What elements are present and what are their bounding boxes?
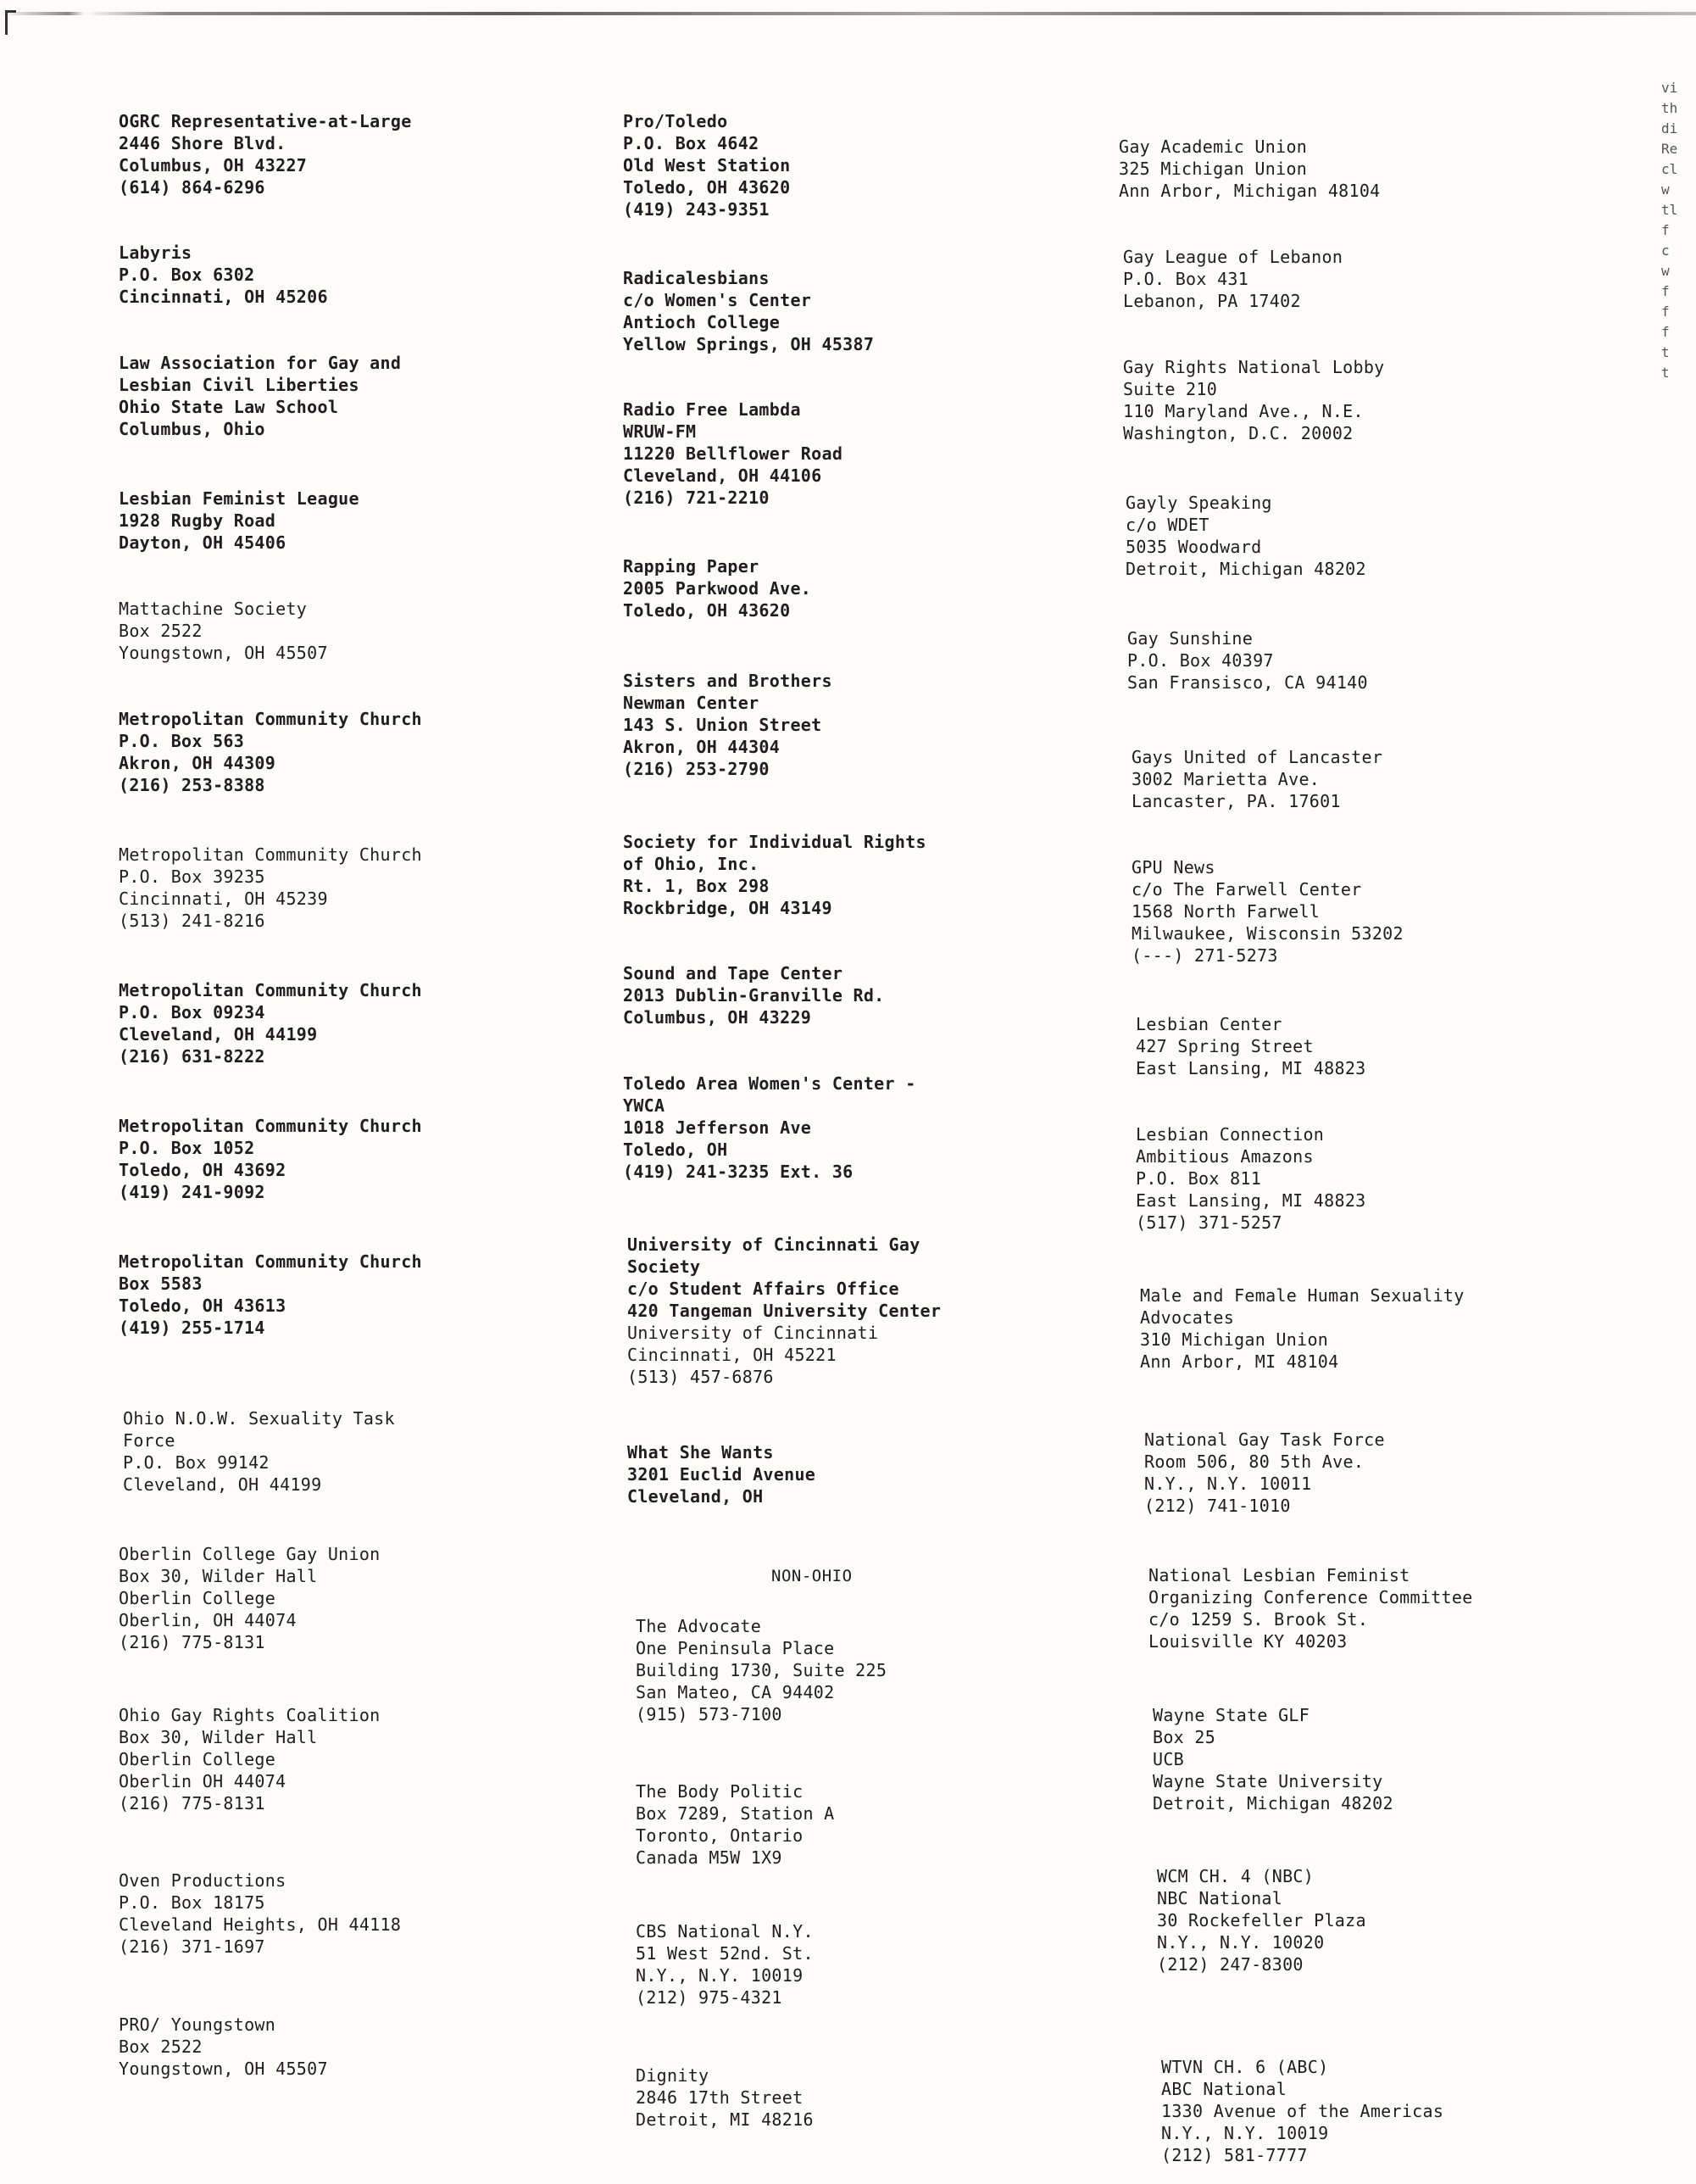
entry-address-line: Cleveland Heights, OH 44118 (119, 1914, 402, 1935)
entry-address-line: Rockbridge, OH 43149 (623, 898, 832, 918)
directory-entry (1144, 1429, 1385, 1517)
entry-address-line: Toledo, OH 43620 (623, 177, 791, 198)
directory-entry (623, 1072, 916, 1183)
entry-address-line: Box 30, Wilder Hall (119, 1727, 318, 1747)
entry-address-line: (212) 975-4321 (636, 1987, 782, 2008)
entry-address-line: Suite 210 (1123, 379, 1218, 399)
entry-address-line: Youngstown, OH 45507 (119, 2059, 328, 2079)
entry-address-line: Oberlin, OH 44074 (119, 1610, 297, 1630)
entry-address-line: 3201 Euclid Avenue (627, 1464, 816, 1485)
directory-entry (623, 267, 874, 355)
entry-name: Metropolitan Community Church (119, 1251, 422, 1272)
entry-address-line: Building 1730, Suite 225 (636, 1660, 887, 1680)
directory-entry (119, 2014, 328, 2080)
directory-entry (623, 555, 811, 621)
entry-address-line: Yellow Springs, OH 45387 (623, 334, 875, 354)
entry-address-line: University of Cincinnati (627, 1323, 879, 1343)
entry-name: Gays United of Lancaster (1132, 747, 1383, 767)
edge-fragment: f (1661, 304, 1670, 320)
directory-entry (1136, 1013, 1366, 1079)
entry-address-line: P.O. Box 40397 (1127, 650, 1274, 671)
entry-address-line: 1330 Avenue of the Americas (1161, 2101, 1444, 2121)
entry-address-line: Organizing Conference Committee (1148, 1587, 1473, 1607)
cutoff-edge-text (1661, 78, 1695, 383)
entry-address-line: c/o 1259 S. Brook St. (1148, 1609, 1369, 1630)
entry-address-line: Newman Center (623, 693, 759, 713)
directory-entry (119, 979, 422, 1067)
entry-address-line: Louisville KY 40203 (1148, 1631, 1348, 1652)
entry-address-line: 2846 17th Street (636, 2087, 804, 2108)
entry-name: Gay Sunshine (1127, 628, 1254, 649)
entry-address-line: One Peninsula Place (636, 1638, 835, 1658)
entry-address-line: Room 506, 80 5th Ave. (1144, 1451, 1365, 1472)
entry-name: Gay Rights National Lobby (1123, 357, 1385, 377)
entry-address-line: P.O. Box 99142 (123, 1452, 270, 1473)
entry-name: Toledo Area Women's Center - (623, 1073, 916, 1094)
entry-address-line: Columbus, OH 43229 (623, 1007, 812, 1028)
entry-address-line: 2446 Shore Blvd. (119, 133, 286, 153)
entry-address-line: Akron, OH 44304 (623, 737, 781, 757)
entry-address-line: Cleveland, OH (627, 1486, 764, 1507)
entry-address-line: Antioch College (623, 312, 781, 332)
entry-address-line: P.O. Box 431 (1123, 269, 1249, 289)
edge-fragment: di (1661, 120, 1678, 136)
entry-address-line: Cleveland, OH 44106 (623, 465, 822, 486)
edge-fragment: t (1661, 365, 1670, 381)
directory-entry (627, 1234, 941, 1388)
directory-entry (119, 352, 401, 440)
entry-address-line: Oberlin OH 44074 (119, 1771, 286, 1791)
directory-entry (1119, 136, 1381, 202)
entry-address-line: Cleveland, OH 44199 (119, 1024, 318, 1045)
directory-entry (119, 598, 328, 664)
entry-address-line: Toledo, OH 43620 (623, 600, 791, 621)
entry-address-line: (915) 573-7100 (636, 1704, 782, 1724)
entry-address-line: East Lansing, MI 48823 (1136, 1058, 1366, 1078)
entry-name: National Gay Task Force (1144, 1429, 1385, 1450)
entry-name: What She Wants (627, 1442, 774, 1462)
entry-name: Rapping Paper (623, 556, 759, 577)
entry-name: Lesbian Feminist League (119, 488, 359, 509)
entry-address-line: (212) 741-1010 (1144, 1496, 1291, 1516)
entry-address-line: Dayton, OH 45406 (119, 532, 286, 553)
entry-address-line: Youngstown, OH 45507 (119, 643, 328, 663)
entry-address-line: c/o Student Affairs Office (627, 1279, 899, 1299)
directory-entry (1161, 2056, 1443, 2166)
edge-fragment: vi (1661, 80, 1678, 96)
entry-address-line: (212) 581-7777 (1161, 2145, 1308, 2165)
entry-address-line: Ann Arbor, Michigan 48104 (1119, 181, 1381, 201)
entry-address-line: Ohio State Law School (119, 397, 339, 417)
directory-entry (1153, 1704, 1393, 1814)
directory-entry (627, 1441, 815, 1507)
entry-address-line: Columbus, Ohio (119, 419, 265, 439)
edge-fragment: tl (1661, 202, 1678, 218)
entry-address-line: P.O. Box 6302 (119, 265, 255, 285)
entry-address-line: Old West Station (623, 155, 791, 176)
entry-address-line: 110 Maryland Ave., N.E. (1123, 401, 1364, 421)
entry-address-line: Lesbian Civil Liberties (119, 375, 359, 395)
entry-name: National Lesbian Feminist (1148, 1565, 1410, 1585)
entry-address-line: P.O. Box 4642 (623, 133, 759, 153)
directory-entry (119, 708, 422, 796)
entry-name: Lesbian Connection (1136, 1124, 1325, 1145)
section-heading-non-ohio: NON-OHIO (771, 1567, 853, 1585)
entry-name: The Body Politic (636, 1781, 804, 1802)
directory-entry (119, 844, 422, 932)
entry-address-line: 2013 Dublin-Granville Rd. (623, 985, 885, 1006)
entry-name: Lesbian Center (1136, 1014, 1282, 1034)
scan-top-edge (0, 12, 1696, 15)
entry-address-line: 51 West 52nd. St. (636, 1943, 814, 1964)
entry-address-line: c/o WDET (1126, 515, 1209, 535)
entry-address-line: Cincinnati, OH 45206 (119, 287, 328, 307)
directory-entry (623, 398, 842, 509)
entry-address-line: (216) 775-8131 (119, 1793, 265, 1814)
entry-address-line: 3002 Marietta Ave. (1132, 769, 1321, 789)
entry-address-line: Cincinnati, OH 45239 (119, 889, 328, 909)
entry-address-line: 325 Michigan Union (1119, 159, 1308, 179)
entry-name: Sound and Tape Center (623, 963, 843, 983)
edge-fragment: f (1661, 222, 1670, 238)
directory-entry (1140, 1284, 1465, 1373)
entry-address-line: Oberlin College (119, 1588, 276, 1608)
entry-address-line: UCB (1153, 1749, 1185, 1769)
entry-address-line: 427 Spring Street (1136, 1036, 1314, 1056)
entry-name: Dignity (636, 2065, 709, 2086)
entry-name: Metropolitan Community Church (119, 844, 422, 865)
entry-address-line: P.O. Box 1052 (119, 1138, 255, 1158)
entry-address-line: Detroit, Michigan 48202 (1126, 559, 1366, 579)
entry-address-line: Force (123, 1430, 175, 1451)
entry-name: Male and Female Human Sexuality (1140, 1285, 1465, 1306)
entry-address-line: P.O. Box 18175 (119, 1892, 265, 1913)
entry-address-line: P.O. Box 39235 (119, 866, 265, 887)
entry-address-line: Box 30, Wilder Hall (119, 1566, 318, 1586)
directory-entry (623, 670, 832, 780)
directory-entry (636, 1615, 887, 1725)
entry-address-line: 420 Tangeman University Center (627, 1301, 942, 1321)
directory-entry (1157, 1865, 1366, 1975)
entry-name: Ohio Gay Rights Coalition (119, 1705, 381, 1725)
entry-address-line: N.Y., N.Y. 10020 (1157, 1932, 1325, 1953)
entry-address-line: (419) 243-9351 (623, 199, 770, 220)
entry-name: Metropolitan Community Church (119, 709, 422, 729)
entry-address-line: 143 S. Union Street (623, 715, 822, 735)
entry-name: GPU News (1132, 857, 1215, 878)
entry-address-line: Washington, D.C. 20002 (1123, 423, 1354, 443)
entry-address-line: 30 Rockefeller Plaza (1157, 1910, 1366, 1930)
entry-address-line: (419) 241-9092 (119, 1182, 265, 1202)
entry-name: WTVN CH. 6 (ABC) (1161, 2057, 1329, 2077)
directory-entry (119, 242, 328, 308)
entry-name: Mattachine Society (119, 599, 308, 619)
entry-address-line: 2005 Parkwood Ave. (623, 578, 812, 599)
directory-entry (623, 962, 885, 1028)
entry-address-line: N.Y., N.Y. 10019 (1161, 2123, 1329, 2143)
directory-entry (1126, 492, 1366, 580)
entry-name: University of Cincinnati Gay (627, 1234, 920, 1255)
entry-name: Metropolitan Community Church (119, 1116, 422, 1136)
entry-name: The Advocate (636, 1616, 762, 1636)
entry-address-line: Toledo, OH (623, 1139, 728, 1160)
entry-address-line: Cleveland, OH 44199 (123, 1474, 322, 1495)
entry-address-line: Cincinnati, OH 45221 (627, 1345, 837, 1365)
directory-entry (1148, 1564, 1473, 1652)
entry-address-line: Lancaster, PA. 17601 (1132, 791, 1341, 811)
entry-address-line: Box 5583 (119, 1273, 203, 1294)
directory-entry (123, 1407, 395, 1496)
entry-address-line: (419) 255-1714 (119, 1318, 265, 1338)
directory-entry (119, 488, 359, 554)
entry-address-line: Box 7289, Station A (636, 1803, 835, 1824)
entry-name: WCM CH. 4 (NBC) (1157, 1866, 1315, 1886)
edge-fragment: cl (1661, 161, 1678, 177)
entry-address-line: c/o Women's Center (623, 290, 812, 310)
entry-address-line: Toledo, OH 43692 (119, 1160, 286, 1180)
entry-name: Oberlin College Gay Union (119, 1544, 381, 1564)
entry-address-line: (517) 371-5257 (1136, 1212, 1282, 1233)
entry-address-line: (216) 631-8222 (119, 1046, 265, 1067)
entry-name: Radio Free Lambda (623, 399, 801, 420)
entry-address-line: 310 Michigan Union (1140, 1329, 1329, 1350)
entry-address-line: Oberlin College (119, 1749, 276, 1769)
directory-entry (636, 2064, 814, 2131)
entry-address-line: Ann Arbor, MI 48104 (1140, 1351, 1339, 1372)
entry-address-line: (216) 775-8131 (119, 1632, 265, 1652)
directory-entry (1136, 1123, 1366, 1234)
directory-entry (636, 1920, 814, 2008)
edge-fragment: w (1661, 181, 1670, 198)
entry-address-line: Detroit, MI 48216 (636, 2109, 814, 2130)
directory-entry (1127, 627, 1368, 694)
entry-address-line: (216) 253-2790 (623, 759, 770, 779)
entry-name: PRO/ Youngstown (119, 2014, 276, 2035)
entry-address-line: P.O. Box 563 (119, 731, 245, 751)
entry-address-line: Box 2522 (119, 2036, 203, 2057)
entry-address-line: 5035 Woodward (1126, 537, 1262, 557)
entry-address-line: (212) 247-8300 (1157, 1954, 1304, 1975)
entry-address-line: N.Y., N.Y. 10011 (1144, 1474, 1312, 1494)
edge-fragment: th (1661, 100, 1678, 116)
entry-address-line: Box 25 (1153, 1727, 1216, 1747)
edge-fragment: t (1661, 344, 1670, 360)
directory-entry (1132, 746, 1382, 812)
entry-address-line: Wayne State University (1153, 1771, 1383, 1791)
entry-address-line: of Ohio, Inc. (623, 854, 759, 874)
entry-address-line: YWCA (623, 1095, 665, 1116)
edge-fragment: w (1661, 263, 1670, 279)
entry-address-line: Canada M5W 1X9 (636, 1847, 782, 1868)
entry-address-line: NBC National (1157, 1888, 1283, 1908)
entry-address-line: East Lansing, MI 48823 (1136, 1190, 1366, 1211)
edge-fragment: f (1661, 283, 1670, 299)
entry-name: Gay Academic Union (1119, 136, 1308, 157)
directory-entry (623, 831, 926, 919)
entry-address-line: Advocates (1140, 1307, 1235, 1328)
entry-address-line: 1568 North Farwell (1132, 901, 1321, 922)
edge-fragment: f (1661, 324, 1670, 340)
scan-corner-mark (5, 10, 16, 35)
entry-name: Law Association for Gay and (119, 353, 402, 373)
directory-entry (636, 1780, 834, 1869)
entry-name: Society for Individual Rights (623, 832, 926, 852)
entry-address-line: Columbus, OH 43227 (119, 155, 308, 176)
entry-address-line: N.Y., N.Y. 10019 (636, 1965, 804, 1986)
entry-address-line: c/o The Farwell Center (1132, 879, 1362, 900)
entry-address-line: San Mateo, CA 94402 (636, 1682, 835, 1702)
directory-entry (119, 1251, 422, 1339)
entry-name: Gay League of Lebanon (1123, 247, 1343, 267)
entry-address-line: WRUW-FM (623, 421, 697, 442)
directory-entry (1123, 246, 1343, 312)
entry-address-line: Society (627, 1256, 701, 1277)
entry-name: CBS National N.Y. (636, 1921, 814, 1942)
entry-address-line: P.O. Box 09234 (119, 1002, 265, 1022)
directory-entry (119, 1115, 422, 1203)
entry-name: Pro/Toledo (623, 111, 728, 131)
directory-entry (1123, 356, 1385, 444)
directory-entry (1132, 856, 1404, 967)
edge-fragment: Re (1661, 141, 1678, 157)
entry-address-line: Milwaukee, Wisconsin 53202 (1132, 923, 1404, 944)
entry-address-line: Box 2522 (119, 621, 203, 641)
entry-address-line: Rt. 1, Box 298 (623, 876, 770, 896)
directory-entry (119, 1543, 381, 1653)
directory-entry (623, 110, 790, 220)
entry-name: Metropolitan Community Church (119, 980, 422, 1000)
entry-name: OGRC Representative-at-Large (119, 111, 412, 131)
entry-name: Radicalesbians (623, 268, 770, 288)
entry-address-line: 1018 Jefferson Ave (623, 1117, 812, 1138)
directory-entry (119, 1704, 381, 1814)
entry-address-line: (614) 864-6296 (119, 177, 265, 198)
edge-fragment: c (1661, 242, 1670, 259)
entry-address-line: ABC National (1161, 2079, 1287, 2099)
directory-entry (119, 1869, 401, 1958)
entry-address-line: (216) 253-8388 (119, 775, 265, 795)
entry-address-line: Akron, OH 44309 (119, 753, 276, 773)
entry-name: Labyris (119, 242, 192, 263)
entry-address-line: (513) 241-8216 (119, 911, 265, 931)
entry-address-line: Detroit, Michigan 48202 (1153, 1793, 1393, 1814)
entry-address-line: (216) 371-1697 (119, 1936, 265, 1957)
entry-name: Wayne State GLF (1153, 1705, 1310, 1725)
entry-address-line: (419) 241-3235 Ext. 36 (623, 1162, 854, 1182)
directory-entry (119, 110, 412, 198)
entry-address-line: (216) 721-2210 (623, 488, 770, 508)
entry-address-line: Toledo, OH 43613 (119, 1295, 286, 1316)
entry-address-line: (---) 271-5273 (1132, 945, 1278, 966)
entry-address-line: 1928 Rugby Road (119, 510, 276, 531)
entry-name: Oven Productions (119, 1870, 286, 1891)
entry-address-line: 11220 Bellflower Road (623, 443, 843, 464)
entry-name: Sisters and Brothers (623, 671, 832, 691)
entry-address-line: (513) 457-6876 (627, 1367, 774, 1387)
entry-address-line: San Fransisco, CA 94140 (1127, 672, 1368, 693)
entry-name: Ohio N.O.W. Sexuality Task (123, 1408, 395, 1429)
entry-address-line: Lebanon, PA 17402 (1123, 291, 1301, 311)
entry-address-line: P.O. Box 811 (1136, 1168, 1262, 1189)
entry-name: Gayly Speaking (1126, 493, 1272, 513)
entry-address-line: Toronto, Ontario (636, 1825, 804, 1846)
entry-address-line: Ambitious Amazons (1136, 1146, 1314, 1167)
